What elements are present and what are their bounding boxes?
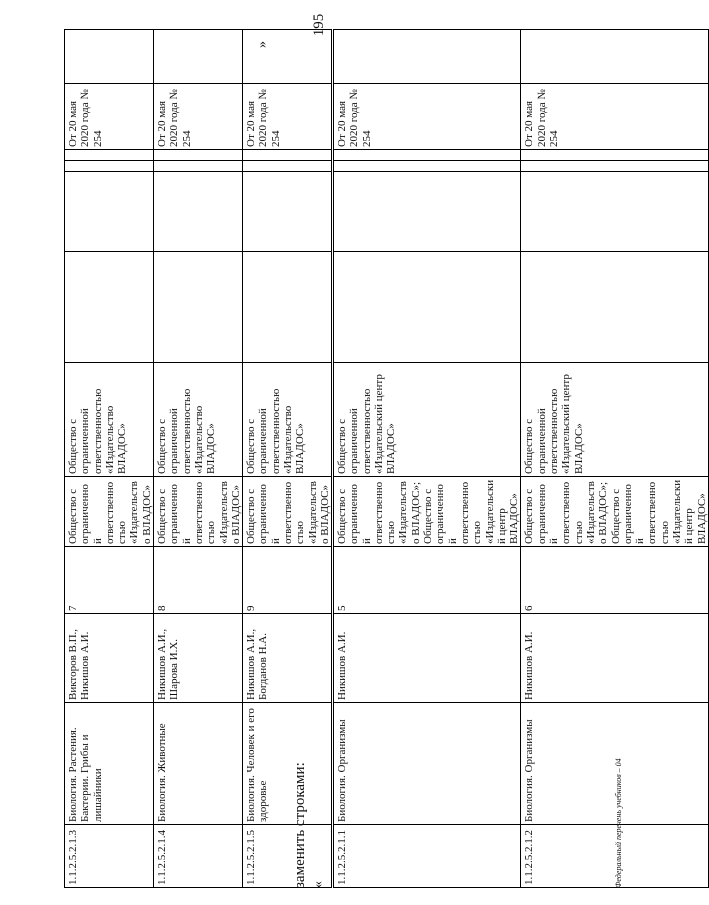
cell-empty xyxy=(521,161,708,172)
cell-authors: Никишов А.И. xyxy=(334,614,521,703)
cell-grade: 7 xyxy=(65,547,154,614)
cell-code: 1.1.2.5.2.1.5 xyxy=(243,825,332,888)
table-row xyxy=(65,30,154,888)
cell-title: Биология. Человек и его здоровье xyxy=(243,703,332,825)
cell-empty xyxy=(154,172,243,252)
cell-title: Биология. Растения. Бактерии. Грибы и лишайники xyxy=(65,703,154,825)
cell-publisher: Общество с ограниченной ответственностью «Издательство ВЛАДОС» xyxy=(65,477,154,547)
cell-publisher-2: Общество с ограниченной ответственностью «Издательство ВЛАДОС» xyxy=(154,363,243,477)
page-number: 195 xyxy=(311,13,327,37)
cell-empty xyxy=(521,150,708,161)
cell-grade: 5 xyxy=(334,547,521,614)
cell-empty xyxy=(65,172,154,252)
cell-grade: 9 xyxy=(243,547,332,614)
cell-empty xyxy=(334,30,521,84)
table-row xyxy=(243,30,332,888)
cell-publisher: Общество с ограниченной ответственностью «Издательство ВЛАДОС»; Общество с ограниченной ответственностью «Издательский центр ВЛАДОС» xyxy=(521,477,708,547)
cell-title: Биология. Организмы xyxy=(521,703,708,825)
table-row xyxy=(334,30,521,888)
cell-empty xyxy=(521,172,708,252)
cell-empty xyxy=(334,252,521,363)
cell-authors: Никишов А.И. xyxy=(521,614,708,703)
cell-empty xyxy=(154,252,243,363)
cell-code: 1.1.2.5.2.1.1 xyxy=(334,825,521,888)
cell-title: Биология. Организмы xyxy=(334,703,521,825)
cell-publisher: Общество с ограниченной ответственностью «Издательство ВЛАДОС» xyxy=(243,477,332,547)
cell-empty xyxy=(521,30,708,84)
cell-empty xyxy=(243,30,332,84)
cell-publisher: Общество с ограниченной ответственностью «Издательство ВЛАДОС» xyxy=(154,477,243,547)
cell-empty xyxy=(334,161,521,172)
cell-code: 1.1.2.5.2.1.3 xyxy=(65,825,154,888)
cell-empty xyxy=(334,172,521,252)
upper-table xyxy=(64,29,332,888)
cell-authors: Никишов А.И., Богданов Н.А. xyxy=(243,614,332,703)
cell-code: 1.1.2.5.2.1.4 xyxy=(154,825,243,888)
instruction-text: заменить строками: xyxy=(292,762,308,888)
cell-order: От 20 мая 2020 года № 254 xyxy=(154,84,243,150)
cell-authors: Викторов В.П., Никишов А.И. xyxy=(65,614,154,703)
closing-quote: » xyxy=(255,41,270,48)
cell-publisher: Общество с ограниченной ответственностью «Издательство ВЛАДОС»; Общество с ограниченной ответственностью «Издательский центр ВЛАДОС» xyxy=(334,477,521,547)
cell-grade: 8 xyxy=(154,547,243,614)
cell-code: 1.1.2.5.2.1.2 xyxy=(521,825,708,888)
cell-publisher-2: Общество с ограниченной ответственностью «Издательский центр ВЛАДОС» xyxy=(521,363,708,477)
table-row xyxy=(154,30,243,888)
cell-empty xyxy=(243,172,332,252)
cell-title: Биология. Животные xyxy=(154,703,243,825)
cell-empty xyxy=(243,150,332,161)
cell-order: От 20 мая 2020 года № 254 xyxy=(243,84,332,150)
cell-empty xyxy=(65,161,154,172)
cell-order: От 20 мая 2020 года № 254 xyxy=(65,84,154,150)
cell-empty xyxy=(154,150,243,161)
cell-empty xyxy=(243,161,332,172)
cell-order: От 20 мая 2020 года № 254 xyxy=(521,84,708,150)
cell-empty xyxy=(521,252,708,363)
cell-empty xyxy=(154,161,243,172)
cell-empty xyxy=(334,150,521,161)
cell-publisher-2: Общество с ограниченной ответственностью «Издательство ВЛАДОС» xyxy=(65,363,154,477)
cell-authors: Никишов А.И., Шарова И.Х. xyxy=(154,614,243,703)
opening-quote: « xyxy=(311,881,326,888)
cell-empty xyxy=(65,30,154,84)
footer-text: Федеральный перечень учебников – 04 xyxy=(614,758,623,888)
cell-grade: 6 xyxy=(521,547,708,614)
cell-empty xyxy=(65,150,154,161)
lower-table xyxy=(333,29,709,888)
cell-publisher-2: Общество с ограниченной ответственностью «Издательство ВЛАДОС» xyxy=(243,363,332,477)
cell-publisher-2: Общество с ограниченной ответственностью «Издательский центр ВЛАДОС» xyxy=(334,363,521,477)
cell-order: От 20 мая 2020 года № 254 xyxy=(334,84,521,150)
cell-empty xyxy=(65,252,154,363)
cell-empty xyxy=(243,252,332,363)
cell-empty xyxy=(154,30,243,84)
